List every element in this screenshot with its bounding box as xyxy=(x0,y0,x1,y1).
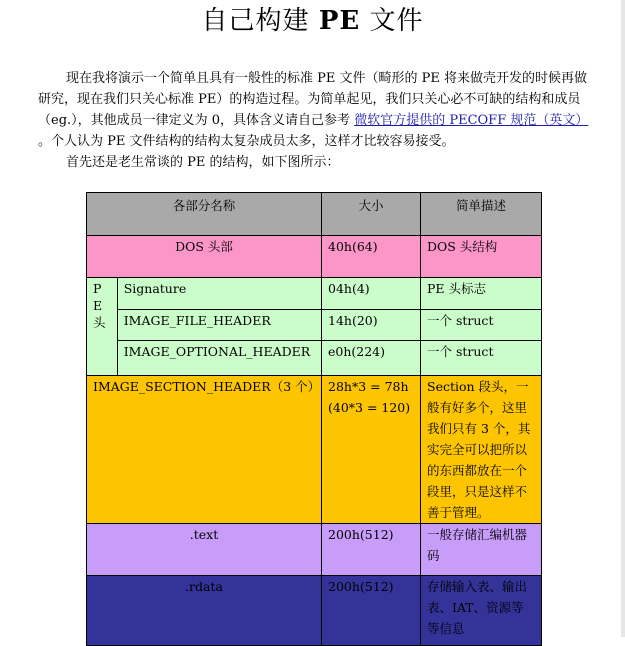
header-name: 各部分名称 xyxy=(87,193,322,236)
title-suffix: 文件 xyxy=(369,6,424,36)
rdata-section-row xyxy=(87,576,542,646)
title-bold: PE xyxy=(318,6,361,36)
header-size: 大小 xyxy=(322,193,421,236)
pe-desc: PE 头标志 xyxy=(421,278,542,310)
rdata-section-desc: 存储输入表、输出表、IAT、资源等等信息 xyxy=(421,576,542,646)
title-prefix: 自己构建 xyxy=(201,6,310,36)
dos-size: 40h(64) xyxy=(322,236,421,278)
rdata-section-name: .rdata xyxy=(87,576,322,646)
pe-group-label xyxy=(87,278,118,376)
pecoff-spec-link[interactable]: 微软官方提供的 PECOFF 规范（英文） xyxy=(354,113,589,128)
section-header-desc: Section 段头，一般有好多个，这里我们只有 3 个，其实完全可以把所以的东西都放在一个段里，只是这样不善于管理。 xyxy=(421,376,542,524)
pe-name: IMAGE_FILE_HEADER xyxy=(117,310,321,341)
header-desc: 简单描述 xyxy=(421,193,542,236)
intro-text: 现在我将演示一个简单且具有一般性的标准 PE 文件（畸形的 PE 将来做壳开发的时候再做研究，现在我们只关心标准 PE）的构造过程。为简单起见，我们只关心必不可缺的结构和成员（eg.），其他成员一律定义为 0，具体含义请自己参考 xyxy=(38,71,588,128)
text-section-name: .text xyxy=(87,524,322,576)
section-header-size-line2: (40*3 = 120) xyxy=(328,400,411,415)
table-header-row xyxy=(87,193,542,236)
pe-label-e: E xyxy=(93,298,103,313)
page-title xyxy=(0,4,625,38)
pe-desc: 一个 struct xyxy=(421,310,542,341)
pe-size: 04h(4) xyxy=(322,278,421,310)
pe-name: IMAGE_OPTIONAL_HEADER xyxy=(117,341,321,376)
section-header-size-line1: 28h*3 = 78h xyxy=(328,379,409,394)
pe-label-tou: 头 xyxy=(93,315,106,330)
pe-size: 14h(20) xyxy=(322,310,421,341)
pe-structure-table xyxy=(86,192,542,646)
intro-text-end: 。个人认为 PE 文件结构的结构太复杂成员太多，这样才比较容易接受。 xyxy=(38,134,455,149)
section-header-name: IMAGE_SECTION_HEADER（3 个） xyxy=(87,376,322,524)
window-edge xyxy=(621,0,625,637)
text-section-size: 200h(512) xyxy=(322,524,421,576)
section-header-size xyxy=(322,376,421,524)
pe-name: Signature xyxy=(117,278,321,310)
text-section-desc: 一般存储汇编机器码 xyxy=(421,524,542,576)
pe-row-optional-header xyxy=(87,341,542,376)
dos-name: DOS 头部 xyxy=(87,236,322,278)
pe-desc: 一个 struct xyxy=(421,341,542,376)
section-header-row xyxy=(87,376,542,524)
dos-desc: DOS 头结构 xyxy=(421,236,542,278)
text-section-row xyxy=(87,524,542,576)
structure-intro-paragraph: 首先还是老生常谈的 PE 的结构，如下图所示： xyxy=(66,155,340,170)
intro-paragraph xyxy=(38,68,598,152)
rdata-section-size: 200h(512) xyxy=(322,576,421,646)
pe-row-file-header xyxy=(87,310,542,341)
pe-label-p: P xyxy=(93,281,102,296)
pe-row-signature xyxy=(87,278,542,310)
pe-size: e0h(224) xyxy=(322,341,421,376)
dos-row xyxy=(87,236,542,278)
